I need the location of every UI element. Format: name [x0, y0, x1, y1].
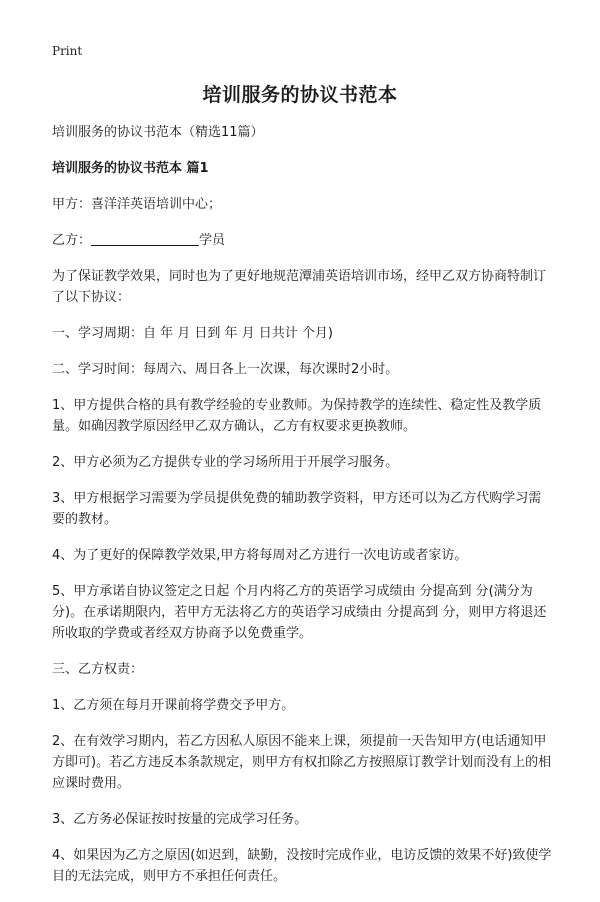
body-paragraph: 2、在有效学习期内，若乙方因私人原因不能来上课，须提前一天告知甲方(电话通知甲方即可)。若乙方违反本条款规定，则甲方有权扣除乙方按照原订教学计划而没有上的相应课时费用。	[52, 734, 552, 791]
party-b-line	[52, 230, 552, 251]
document-body	[52, 122, 552, 902]
body-paragraph: 1、甲方提供合格的具有教学经验的专业教师。为保持教学的连续性、稳定性及教学质量。如确因教学原因经甲乙双方确认，乙方有权要求更换教师。	[52, 398, 542, 434]
section-subtitle: 培训服务的协议书范本 篇1	[52, 161, 209, 176]
body-paragraph: 4、如果因为乙方之原因(如迟到，缺勤，没按时完成作业，电访反馈的效果不好)致使学目的无法完成，则甲方不承担任何责任。	[52, 848, 552, 884]
intro-line: 培训服务的协议书范本（精选11篇）	[52, 125, 264, 140]
body-paragraph: 1、乙方须在每月开课前将学费交予甲方。	[52, 698, 295, 713]
party-b-suffix: 学员	[199, 233, 226, 248]
body-paragraph: 5、甲方承诺自协议签定之日起 个月内将乙方的英语学习成绩由 分提高到 分(满分为 分)。在承诺期限内，若甲方无法将乙方的英语学习成绩由 分提高到 分，则甲方将退还所收取的学费或者经双方协商予以免费重学。	[52, 584, 547, 641]
party-b-blank	[91, 231, 199, 246]
body-paragraph: 3、乙方务必保证按时按量的完成学习任务。	[52, 812, 308, 827]
party-b-label: 乙方：	[52, 233, 92, 248]
document-title: 培训服务的协议书范本	[202, 84, 398, 106]
print-link[interactable]: Print	[52, 44, 83, 58]
body-paragraph: 二、学习时间：每周六、周日各上一次课，每次课时2小时。	[52, 362, 399, 377]
body-paragraph: 一、学习周期：自 年 月 日到 年 月 日共计 个月)	[52, 326, 333, 341]
party-a-line: 甲方：喜洋洋英语培训中心；	[52, 197, 222, 212]
body-paragraph: 4、为了更好的保障教学效果,甲方将每周对乙方进行一次电访或者家访。	[52, 548, 468, 563]
body-paragraph: 3、甲方根据学习需要为学员提供免费的辅助教学资料，甲方还可以为乙方代购学习需要的教材。	[52, 491, 542, 527]
body-paragraph: 2、甲方必须为乙方提供专业的学习场所用于开展学习服务。	[52, 455, 399, 470]
section-heading: 三、乙方权责：	[52, 662, 144, 677]
body-paragraph: 为了保证教学效果，同时也为了更好地规范潭浦英语培训市场，经甲乙双方协商特制订了以下协议：	[52, 269, 547, 305]
